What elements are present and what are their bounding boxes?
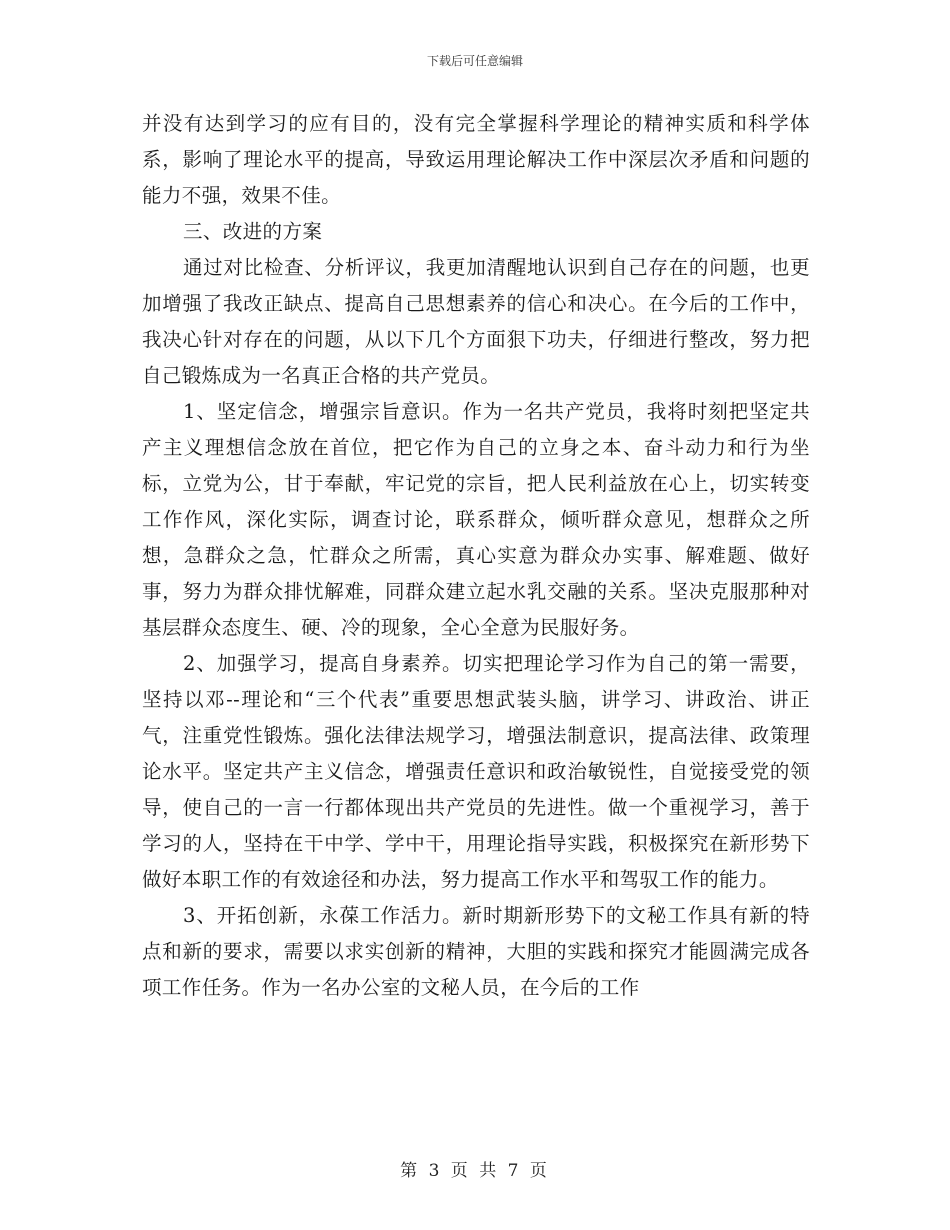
paragraph-intro: 通过对比检查、分析评议，我更加清醒地认识到自己存在的问题，也更加增强了我改正缺点、提高自己思想素养的信心和决心。在今后的工作中，我决心针对存在的问题，从以下几个方面狠下功夫，仔细进行整改，努力把自己锻炼成为一名真正合格的共产党员。 xyxy=(142,256,810,387)
paragraph-item-1: 1、坚定信念，增强宗旨意识。作为一名共产党员，我将时刻把坚定共产主义理想信念放在首位，把它作为自己的立身之本、奋斗动力和行为坐标，立党为公，甘于奉献，牢记党的宗旨，把人民利益放在心上，切实转变工作作风，深化实际，调查讨论，联系群众，倾听群众意见，想群众之所想，急群众之急，忙群众之所需，真心实意为群众办实事、解难题、做好事，努力为群众排忧解难，同群众建立起水乳交融的关系。坚决克服那种对基层群众态度生、硬、冷的现象，全心全意为民服好务。 xyxy=(142,400,810,639)
paragraph-item-3: 3、开拓创新，永葆工作活力。新时期新形势下的文秘工作具有新的特点和新的要求，需要以求实创新的精神，大胆的实践和探究才能圆满完成各项工作任务。作为一名办公室的文秘人员，在今后的工作 xyxy=(142,904,810,999)
page-footer: 第 3 页 共 7 页 xyxy=(400,1161,550,1181)
paragraph-continuation: 并没有达到学习的应有目的，没有完全掌握科学理论的精神实质和科学体系，影响了理论水平的提高，导致运用理论解决工作中深层次矛盾和问题的能力不强，效果不佳。 xyxy=(142,112,810,207)
document-body xyxy=(142,106,810,1006)
section-heading: 三、改进的方案 xyxy=(182,220,323,243)
paragraph-item-2: 2、加强学习，提高自身素养。切实把理论学习作为自己的第一需要，坚持以邓--理论和“三个代表”重要思想武装头脑，讲学习、讲政治、讲正气，注重党性锻炼。强化法律法规学习，增强法制意识，提高法律、政策理论水平。坚定共产主义信念，增强责任意识和政治敏锐性，自觉接受党的领导，使自己的一言一行都体现出共产党员的先进性。做一个重视学习，善于学习的人，坚持在干中学、学中干，用理论指导实践，积极探究在新形势下做好本职工作的有效途径和办法，努力提高工作水平和驾驭工作的能力。 xyxy=(142,652,810,891)
page-header: 下载后可任意编辑 xyxy=(426,54,523,68)
